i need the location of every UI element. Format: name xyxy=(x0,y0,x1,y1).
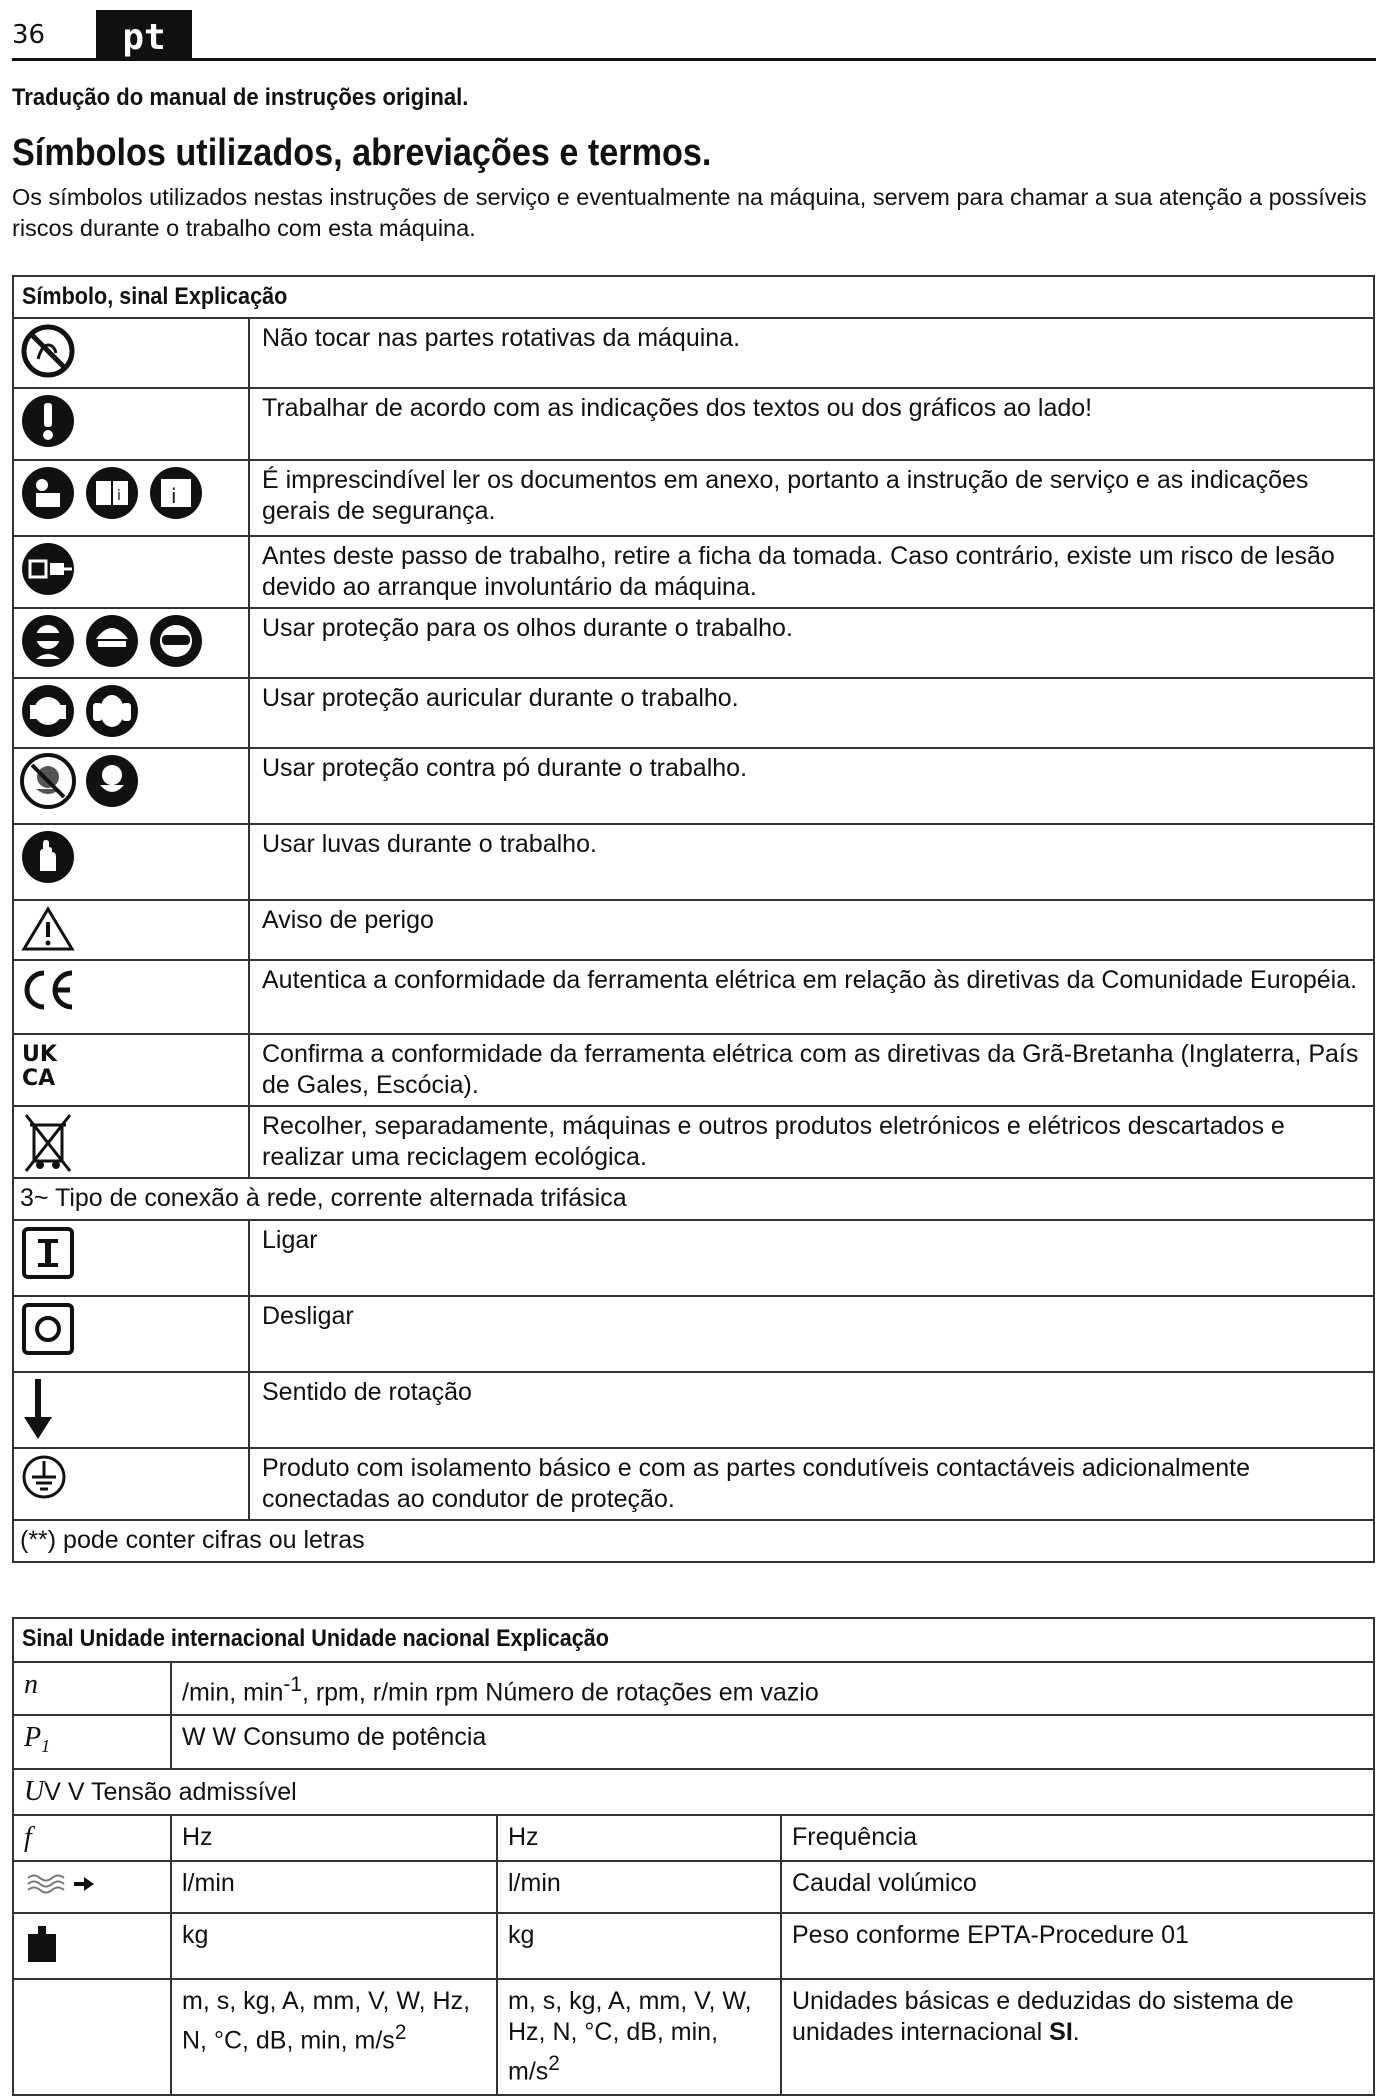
unit-intl: kg xyxy=(171,1913,497,1979)
manual-book-icon xyxy=(84,465,140,521)
svg-text:i: i xyxy=(117,488,121,504)
warning-triangle-icon xyxy=(20,905,76,953)
read-manual-icon xyxy=(20,465,76,521)
document-subtitle: Tradução do manual de instruções original. xyxy=(12,84,469,111)
language-badge: pt xyxy=(96,10,192,58)
unit-expl-si: Unidades básicas e deduzidas do sistema de unidades internacional SI. xyxy=(781,1979,1374,2094)
unit-sign-f: f xyxy=(24,1822,32,1854)
units-table-header: Sinal Unidade internacional Unidade nacional Explicação xyxy=(13,1618,1374,1662)
symbols-table xyxy=(12,275,1375,1563)
symbol-explanation: Recolher, separadamente, máquinas e outros produtos eletrónicos e elétricos descartados e realizar uma reciclagem ecológica. xyxy=(249,1106,1374,1178)
dust-mask-icon xyxy=(20,753,76,809)
ukca-mark-icon xyxy=(20,1039,60,1089)
symbol-explanation: Sentido de rotação xyxy=(249,1372,1374,1448)
unit-natl-si: m, s, kg, A, mm, V, W, Hz, N, °C, dB, min, $m/s^2$ xyxy=(497,1979,781,2094)
protective-earth-icon xyxy=(20,1453,68,1501)
symbols-table-footer: (**) pode conter cifras ou letras xyxy=(13,1520,1374,1562)
no-touch-rotating-icon xyxy=(20,323,76,379)
unit-row-u: UV V Tensão admissível xyxy=(13,1769,1374,1815)
symbol-explanation: Produto com isolamento básico e com as partes condutíveis contactáveis adicionalmente conectadas ao condutor de proteção. xyxy=(249,1448,1374,1520)
symbol-explanation: Usar proteção auricular durante o trabalho. xyxy=(249,678,1374,748)
symbol-explanation: Confirma a conformidade da ferramenta elétrica com as diretivas da Grã-Bretanha (Inglaterra, País de Gales, Escócia). xyxy=(249,1034,1374,1106)
unit-natl: Hz xyxy=(497,1815,781,1861)
symbol-explanation: É imprescindível ler os documentos em anexo, portanto a instrução de serviço e as indicações gerais de segurança. xyxy=(249,460,1374,536)
face-shield-icon xyxy=(84,613,140,669)
symbol-explanation: Trabalhar de acordo com as indicações dos textos ou dos gráficos ao lado! xyxy=(249,388,1374,460)
svg-text:CA: CA xyxy=(22,1066,56,1089)
three-phase-row: 3~ Tipo de conexão à rede, corrente alternada trifásica xyxy=(13,1178,1374,1220)
symbol-explanation: Usar luvas durante o trabalho. xyxy=(249,824,1374,900)
unit-intl: l/min xyxy=(171,1861,497,1913)
ce-mark-icon xyxy=(20,965,80,1015)
unplug-icon xyxy=(20,541,76,597)
respirator-icon xyxy=(84,753,140,809)
ear-protection-icon xyxy=(20,683,76,739)
symbols-table-header: Símbolo, sinal Explicação xyxy=(13,276,1374,318)
page-header xyxy=(12,10,1376,60)
unit-row-p: W W Consumo de potência xyxy=(171,1715,1374,1769)
header-rule xyxy=(12,58,1376,61)
unit-row-n: /min, $\min^{-1}$, rpm, r/min rpm Número de rotações em vazio xyxy=(171,1662,1374,1715)
symbol-explanation: Usar proteção contra pó durante o trabalho. xyxy=(249,748,1374,824)
ear-muffs-icon xyxy=(84,683,140,739)
power-off-icon xyxy=(20,1301,76,1357)
airflow-icon xyxy=(24,1868,100,1898)
eye-protection-icon xyxy=(20,613,76,669)
svg-text:UK: UK xyxy=(22,1042,57,1067)
unit-intl: Hz xyxy=(171,1815,497,1861)
weight-icon xyxy=(24,1920,60,1964)
symbol-explanation: Aviso de perigo xyxy=(249,900,1374,960)
unit-expl: Frequência xyxy=(781,1815,1374,1861)
unit-natl: l/min xyxy=(497,1861,781,1913)
gloves-icon xyxy=(20,829,76,885)
unit-sign-n: n xyxy=(24,1669,38,1700)
unit-expl: Peso conforme EPTA-Procedure 01 xyxy=(781,1913,1374,1979)
symbol-explanation: Antes deste passo de trabalho, retire a ficha da tomada. Caso contrário, existe um risco de lesão devido ao arranque involuntário da máquina. xyxy=(249,536,1374,608)
symbol-explanation: Não tocar nas partes rotativas da máquina. xyxy=(249,318,1374,388)
symbol-explanation: Ligar xyxy=(249,1220,1374,1296)
info-manual-icon xyxy=(148,465,204,521)
section-title: Símbolos utilizados, abreviações e termos. xyxy=(12,132,712,174)
unit-natl: kg xyxy=(497,1913,781,1979)
mandatory-action-icon xyxy=(20,393,76,449)
weee-bin-icon xyxy=(20,1111,76,1173)
symbol-explanation: Desligar xyxy=(249,1296,1374,1372)
intro-paragraph: Os símbolos utilizados nestas instruções de serviço e eventualmente na máquina, servem para chamar a sua atenção a possíveis riscos durante o trabalho com esta máquina. xyxy=(12,184,1367,241)
unit-expl: Caudal volúmico xyxy=(781,1861,1374,1913)
unit-intl-si: m, s, kg, A, mm, V, W, Hz, N, °C, dB, min, $m/s^2$ xyxy=(171,1979,497,2094)
symbol-explanation: Autentica a conformidade da ferramenta elétrica em relação às diretivas da Comunidade Européia. xyxy=(249,960,1374,1034)
goggles-icon xyxy=(148,613,204,669)
units-table: Sinal Unidade internacional Unidade nacional Explicação n /min, $\min^{-1}$, rpm, r/min rpm Número de rotações em vazio $P_1$ W W Consumo de potência UV V Tensão admissível f Hz Hz Frequência l/min l/min Caudal volúmico kg kg Peso conforme EPTA-Procedure 01 m, s, kg, A, mm, V, W, Hz, N, °C, dB, min, $m/s^2$ m, s, kg, A, mm, V, W, Hz, N, °C, dB, min, $m/s^2$ Unidades básicas e deduzidas do sistema de unidades internacional SI. xyxy=(12,1617,1375,2096)
svg-text:i: i xyxy=(171,484,177,508)
rotation-direction-icon xyxy=(20,1377,56,1441)
power-on-icon xyxy=(20,1225,76,1281)
unit-sign-p: P xyxy=(24,1722,42,1754)
page-number: 36 xyxy=(12,20,46,50)
symbol-explanation: Usar proteção para os olhos durante o trabalho. xyxy=(249,608,1374,678)
